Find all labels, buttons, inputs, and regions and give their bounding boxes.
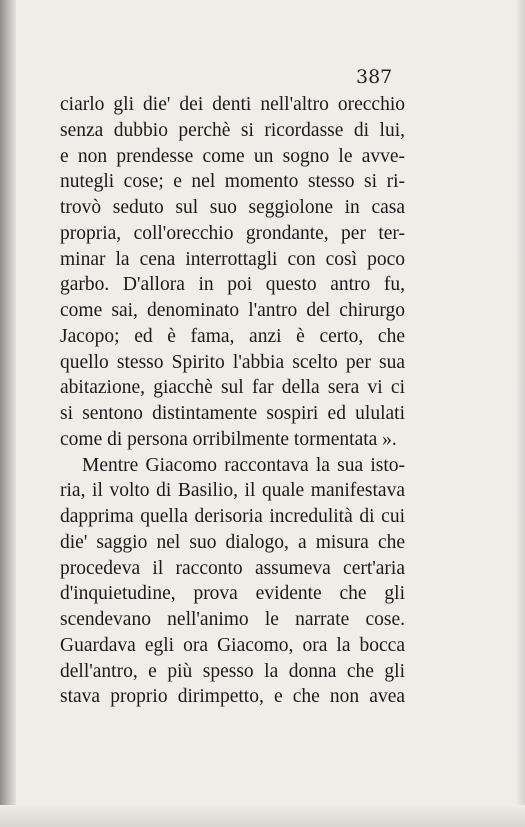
text-line: Mentre Giacomo raccontava la sua isto- xyxy=(82,454,405,476)
text-line: dapprima quella derisoria incredulità di cui xyxy=(60,506,405,527)
text-line: garbo. D'allora in poi questo antro fu, xyxy=(60,274,405,296)
text-line: ciarlo gli die' dei denti nell'altro orecchio xyxy=(60,94,405,115)
text-line: si sentono distintamente sospiri ed ululati xyxy=(60,403,405,424)
text-line: abitazione, giacchè sul far della sera vi ci xyxy=(60,377,405,399)
text-line: ria, il volto di Basilio, il quale manifestava xyxy=(60,480,405,502)
text-line: stava proprio dirimpetto, e che non avea xyxy=(60,686,405,708)
text-line: procedeva il racconto assumeva cert'aria xyxy=(60,557,405,579)
text-line: come sai, denominato l'antro del chirurgo xyxy=(60,300,405,321)
paragraph-1 xyxy=(60,92,405,453)
bottom-page-shade xyxy=(0,805,525,827)
text-line: senza dubbio perchè si ricordasse di lui, xyxy=(60,119,405,141)
page-number: 387 xyxy=(356,66,393,88)
binding-shadow xyxy=(0,0,16,827)
text-line: d'inquietudine, prova evidente che gli xyxy=(60,583,405,605)
text-line: dell'antro, e più spesso la donna che gli xyxy=(60,660,405,682)
text-line: quello stesso Spirito l'abbia scelto per sua xyxy=(60,351,405,373)
text-line: scendevano nell'animo le narrate cose. xyxy=(60,609,405,630)
text-line: minar la cena interrottagli con così poco xyxy=(60,248,405,270)
text-line: Jacopo; ed è fama, anzi è certo, che xyxy=(60,325,405,347)
text-line: Guardava egli ora Giacomo, ora la bocca xyxy=(60,634,405,656)
text-line: die' saggio nel suo dialogo, a misura che xyxy=(60,531,405,553)
text-line: propria, coll'orecchio grondante, per ter- xyxy=(60,222,405,244)
page-edge xyxy=(515,0,525,827)
paragraph-2 xyxy=(60,453,405,711)
text-line: e non prendesse come un sogno le avve- xyxy=(60,145,405,167)
body-text xyxy=(60,92,405,710)
text-line: come di persona orribilmente tormentata ». xyxy=(60,428,397,450)
text-line: nutegli cose; e nel momento stesso si ri- xyxy=(60,171,405,193)
text-line: trovò seduto sul suo seggiolone in casa xyxy=(60,197,405,218)
